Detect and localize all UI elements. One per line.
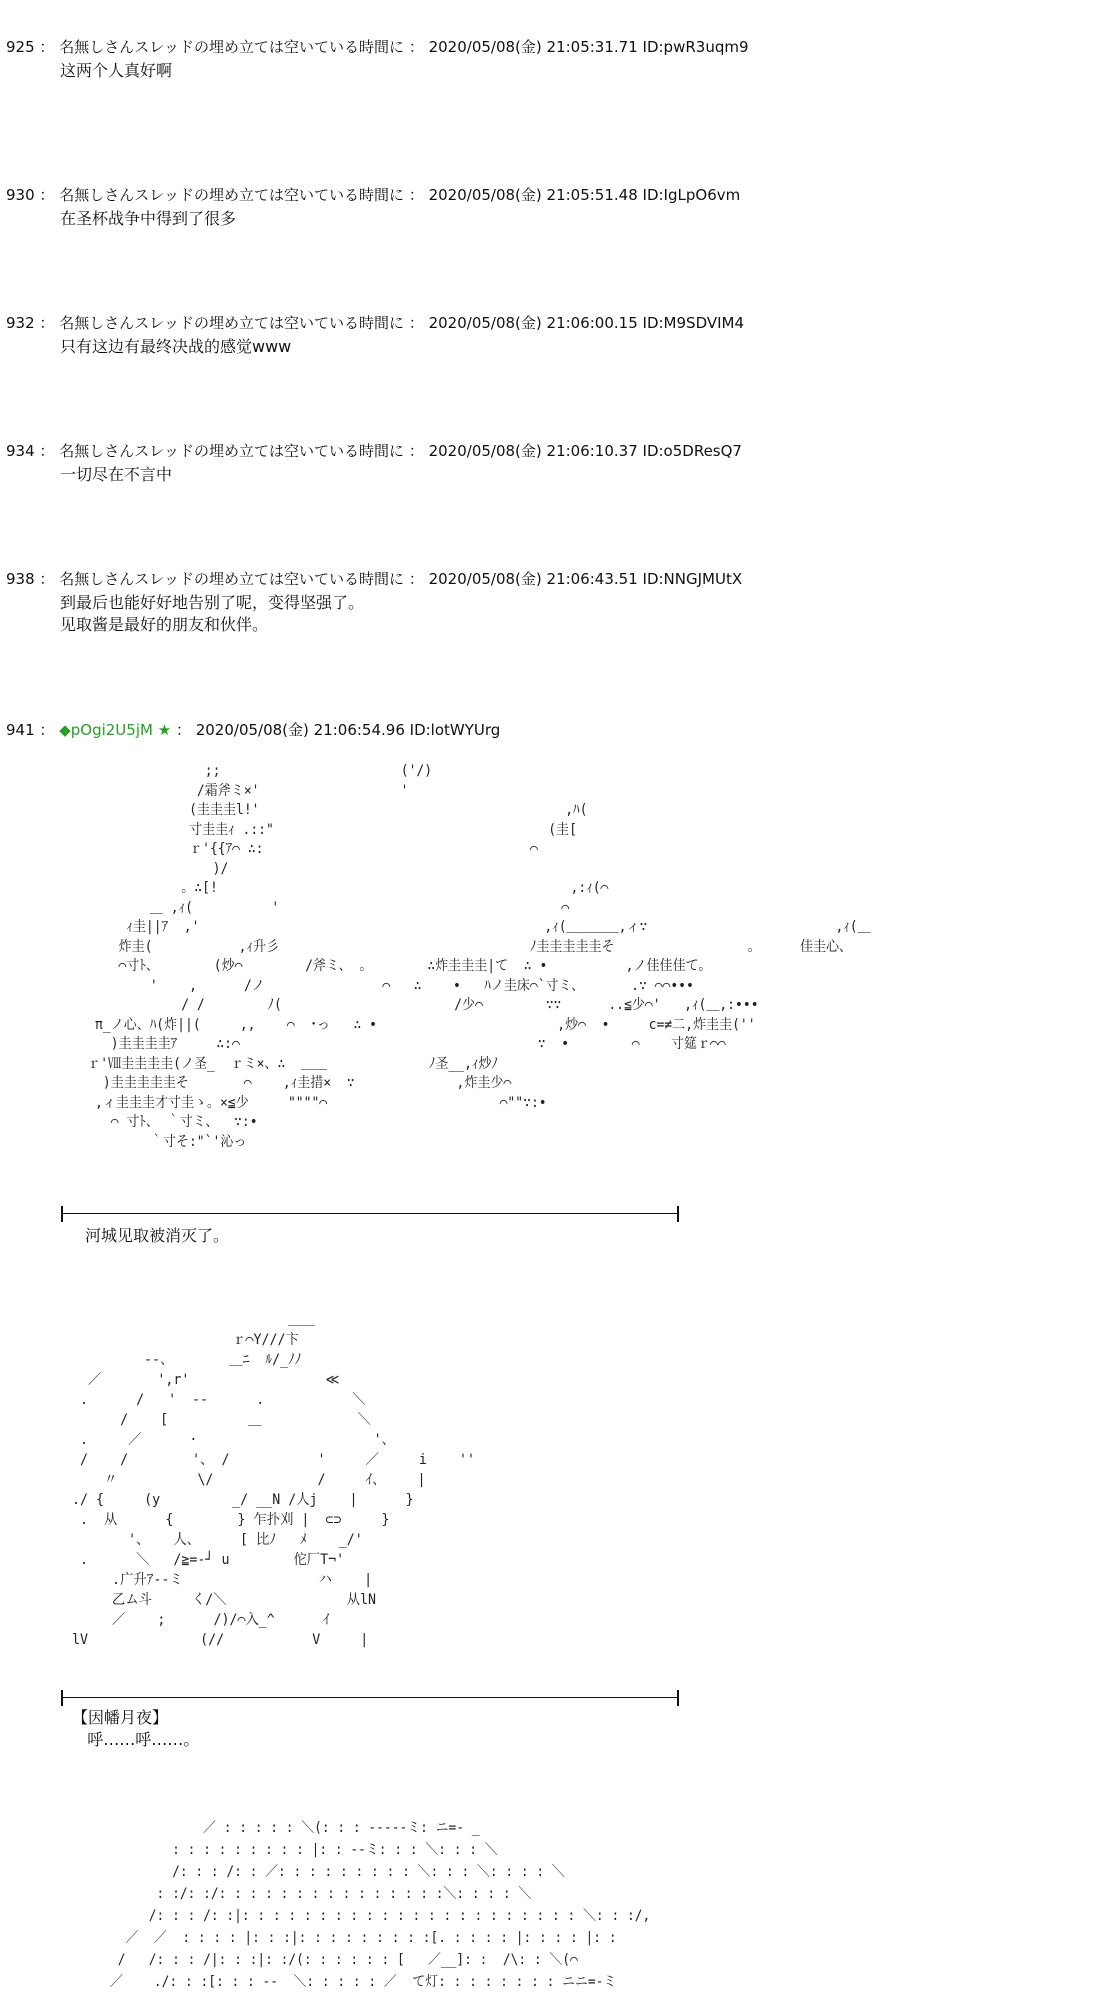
post-body: 在圣杯战争中得到了很多 <box>60 209 237 228</box>
divider <box>62 1213 678 1214</box>
ascii-art-explosion: ;; ('/) /霜斧ミ×' ' (圭圭圭l!' ,ﾊ( 寸圭圭ｨ .::" (圭[ ｒ'{{ｱ⌒ ∴: ⌒ )/ 。∴[! ,:ｨ(⌒ ＿ ,ｨ( ' ⌒ ｨ圭||ｱ ,' ,ｨ(＿＿＿＿,ィ∵ ,ｨ(＿ 炸圭( ,ｨ升彡 ﾉ圭圭圭圭圭そ 。 佳圭心、 ⌒寸ﾄ、 (炒⌒ /斧ミ、 。 ∴炸圭圭圭|て ∴ • ,ノ佳佳佳て。 ' , /ノ ⌒ ∴ • ﾊノ圭床⌒`寸ミ、 .∵ ⌒⌒••• / / ﾉ( /少⌒ ∵∵ ..≦少⌒' ,ｨ(＿,:••• π_ノ心、ﾊ(炸||( ,, ⌒ ･っ ∴ • ,炒⌒ • c=≠二,炸圭圭('' )圭圭圭圭ｱ ∴:⌒ ∵ • ⌒ 寸筵ｒ⌒⌒ ｒ'Ⅷ圭圭圭圭(ノ圣_ ｒミ×、∴ ＿＿ ﾉ圣__,ｨ炒ﾉ )圭圭圭圭圭そ ⌒ ,ｨ圭措× ∵ ,炸圭少⌒ ,ィ圭圭圭才寸圭ゝ。×≦少 """"⌒ ⌒""∵:• ⌒ 寸ﾄ、 ｀寸ミ、 ∵:• ｀寸そ:"`'沁っ <box>87 763 871 1150</box>
divider <box>62 1697 678 1698</box>
trip-diamond-icon: ◆ <box>59 721 71 739</box>
poster-name: 名無しさんスレッドの埋め立ては空いている時間に <box>59 570 405 588</box>
poster-name: 名無しさんスレッドの埋め立ては空いている時間に <box>59 442 405 460</box>
post-body: 只有这边有最终决战的感觉www <box>60 337 292 356</box>
post-id: ID:NNGJMUtX <box>642 570 743 588</box>
tripcode: pOgi2U5jM <box>70 721 153 739</box>
post-header: 925 ： 名無しさんスレッドの埋め立ては空いている時間に ： 2020/05/08(金) 21:05:31.71 ID:pwR3uqm9 <box>6 38 749 56</box>
divider-tick <box>677 1690 679 1706</box>
post-number: 938 <box>6 570 35 588</box>
post-header: 941 ： ◆pOgi2U5jM ★ ： 2020/05/08(金) 21:06:54.96 ID:lotWYUrg <box>6 721 501 739</box>
post-body: 一切尽在不言中 <box>60 465 173 484</box>
poster-name: 名無しさんスレッドの埋め立ては空いている時間に <box>59 38 405 56</box>
post-number: 930 <box>6 186 35 204</box>
divider-tick <box>677 1206 679 1222</box>
post-number: 932 <box>6 314 35 332</box>
post-number: 941 <box>6 721 35 739</box>
divider-tick <box>61 1690 63 1706</box>
ascii-art-character: ＿＿ ｒ⌒Y///卞 --、 ＿ﾆ ﾙ/_ﾉﾉ ／ ',r' ≪ . / ' -- . ＼ / [ ＿ ＼ . ／ · '、 / / '、 / ' ／ i '' 〃 \/ / ｲ、 | ./ { (y _/ __N /人j | } . 从 { } 乍扑刈 | ⊂⊃ } '、 人、 [ 比ﾉ ﾒ _/' . ＼ /≧=-┘ u 佗厂T¬' .广升ｱ--ミ ハ | 乙ム斗 く/＼ 从lN ／ ; /)/⌒入_^ ｲ lV (// V | <box>72 1312 475 1648</box>
caption-speaker: 【因幡月夜】 呼……呼……。 <box>72 1708 200 1749</box>
star-icon: ★ <box>157 721 172 739</box>
post-header: 934 ： 名無しさんスレッドの埋め立ては空いている時間に ： 2020/05/08(金) 21:06:10.37 ID:o5DResQ7 <box>6 442 742 460</box>
divider-tick <box>61 1206 63 1222</box>
post-body: 这两个人真好啊 <box>60 61 173 80</box>
post-date: 2020/05/08(金) 21:05:31.71 <box>428 38 638 56</box>
caption-defeated: 河城见取被消灭了。 <box>85 1226 230 1245</box>
post-id: ID:o5DResQ7 <box>642 442 742 460</box>
post-body: 到最后也能好好地告别了呢，变得坚强了。 见取酱是最好的朋友和伙伴。 <box>60 593 365 634</box>
post-id: ID:pwR3uqm9 <box>642 38 749 56</box>
post-header: 930 ： 名無しさんスレッドの埋め立ては空いている時間に ： 2020/05/08(金) 21:05:51.48 ID:IgLpO6vm <box>6 186 741 204</box>
post-id: ID:M9SDVIM4 <box>642 314 745 332</box>
post-date: 2020/05/08(金) 21:06:00.15 <box>428 314 638 332</box>
post-id: ID:lotWYUrg <box>409 721 501 739</box>
post-header: 938 ： 名無しさんスレッドの埋め立ては空いている時間に ： 2020/05/08(金) 21:06:43.51 ID:NNGJMUtX <box>6 570 743 588</box>
post-number: 934 <box>6 442 35 460</box>
post-date: 2020/05/08(金) 21:05:51.48 <box>428 186 638 204</box>
post-date: 2020/05/08(金) 21:06:54.96 <box>195 721 405 739</box>
ascii-art-hair: ／ : : : : : ＼(: : : -----ミ: ニ=- _ : : : : : : : : : |: : --ミ: : : ＼: : : ＼ /: : : /: : ／: : : : : : : : : ＼: : : ＼: : : : ＼ : :/: :/: : : : : : : : : : : : : : :＼: : : : ＼ /: : : /: :|: : : : : : : : : : : : : : : : : : : : : : ＼: : :/, ／ ／ : : : : |: : :|: : : : : : : : :[. : : : : |: : : : |: : / /: : : /|: : :|: :/(: : : : : : [ ／__]: : /\: : ＼(⌒ ／ ./: : :[: : : -- ＼: : : : : ／ て灯: : : : : : : : ニニ=-ミ <box>110 1820 651 1990</box>
post-header: 932 ： 名無しさんスレッドの埋め立ては空いている時間に ： 2020/05/08(金) 21:06:00.15 ID:M9SDVIM4 <box>6 314 745 332</box>
post-date: 2020/05/08(金) 21:06:43.51 <box>428 570 638 588</box>
poster-name: 名無しさんスレッドの埋め立ては空いている時間に <box>59 314 405 332</box>
post-date: 2020/05/08(金) 21:06:10.37 <box>428 442 638 460</box>
post-number: 925 <box>6 38 35 56</box>
post-id: ID:IgLpO6vm <box>642 186 741 204</box>
poster-name: 名無しさんスレッドの埋め立ては空いている時間に <box>59 186 405 204</box>
